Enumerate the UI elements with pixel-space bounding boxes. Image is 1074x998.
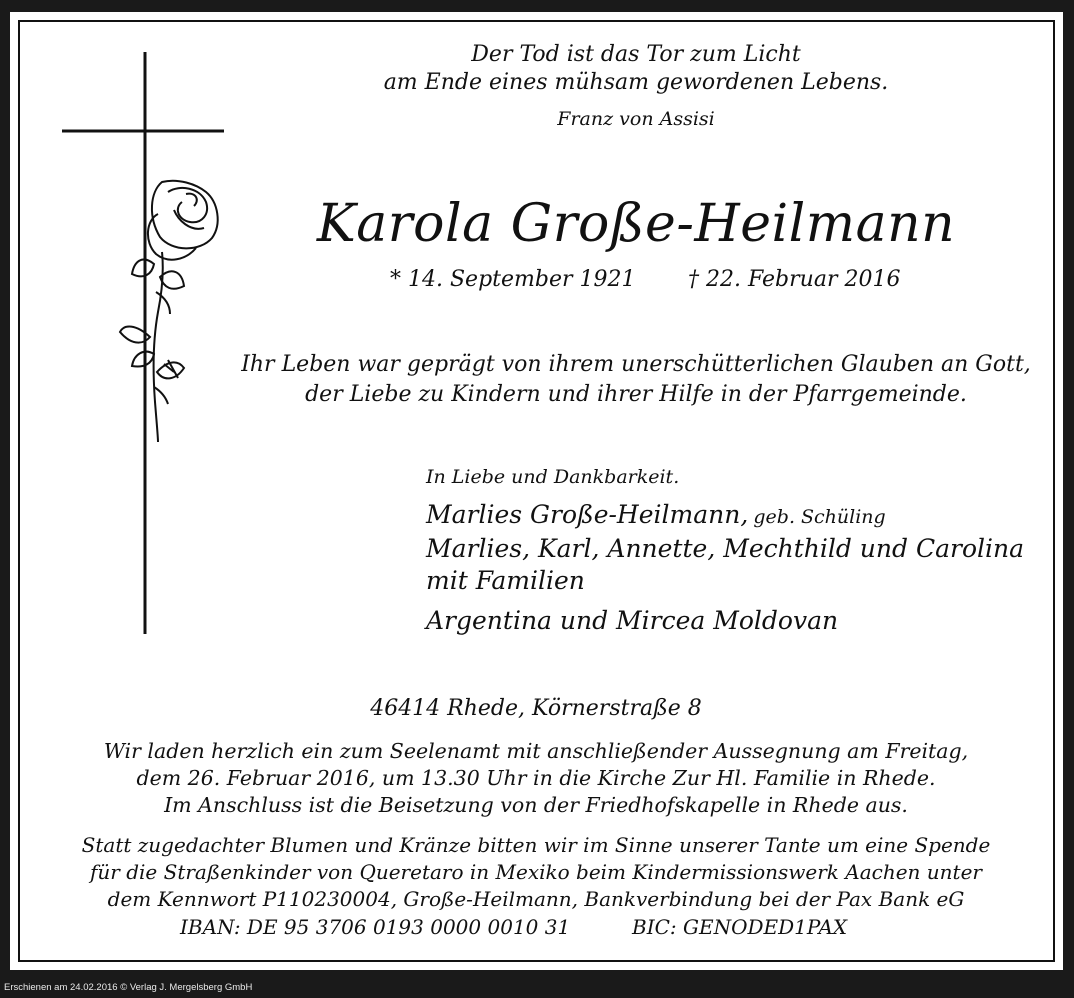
family-maiden-name: geb. Schüling <box>753 506 886 528</box>
service-line-3: Im Anschluss ist die Beisetzung von der Friedhofskapelle in Rhede aus. <box>164 793 908 817</box>
quote-line-2: am Ende eines mühsam gewordenen Lebens. <box>383 70 889 95</box>
quote-author: Franz von Assisi <box>557 108 715 130</box>
donation-bic: BIC: GENODED1PAX <box>632 915 848 939</box>
family-line-4: Argentina und Mircea Moldovan <box>426 606 839 635</box>
donation-iban: IBAN: DE 95 3706 0193 0000 0010 31 <box>180 915 571 939</box>
donation-line-2: für die Straßenkinder von Queretaro in Mexiko beim Kindermissionswerk Aachen unter <box>90 860 982 884</box>
cross-with-rose-icon <box>50 42 250 642</box>
obituary-card <box>10 12 1063 970</box>
tribute-line-1: Ihr Leben war geprägt von ihrem unerschütterlichen Glauben an Gott, <box>241 352 1031 377</box>
deceased-name: Karola Große-Heilmann <box>316 194 956 254</box>
address: 46414 Rhede, Körnerstraße 8 <box>370 696 702 721</box>
family-primary-name: Marlies Große-Heilmann, <box>426 500 749 529</box>
rose-icon <box>120 181 218 442</box>
family-intro: In Liebe und Dankbarkeit. <box>426 466 680 488</box>
donation-line-3: dem Kennwort P110230004, Große-Heilmann, Bankverbindung bei der Pax Bank eG <box>107 887 965 911</box>
tribute-line-2: der Liebe zu Kindern und ihrer Hilfe in der Pfarrgemeinde. <box>305 382 967 407</box>
family-line-1 <box>426 500 886 529</box>
cross-icon <box>62 52 224 634</box>
family-line-2: Marlies, Karl, Annette, Mechthild und Carolina <box>426 534 1024 563</box>
service-line-1: Wir laden herzlich ein zum Seelenamt mit anschließender Aussegnung am Freitag, <box>103 739 969 763</box>
donation-line-1: Statt zugedachter Blumen und Kränze bitten wir im Sinne unserer Tante um eine Spende <box>81 833 991 857</box>
family-line-3: mit Familien <box>426 566 585 595</box>
publication-footer: Erschienen am 24.02.2016 © Verlag J. Mergelsberg GmbH <box>4 982 253 993</box>
quote-line-1: Der Tod ist das Tor zum Licht <box>471 42 801 67</box>
service-line-2: dem 26. Februar 2016, um 13.30 Uhr in die Kirche Zur Hl. Familie in Rhede. <box>136 766 936 790</box>
death-date: † 22. Februar 2016 <box>688 267 901 292</box>
birth-date: * 14. September 1921 <box>390 267 636 292</box>
